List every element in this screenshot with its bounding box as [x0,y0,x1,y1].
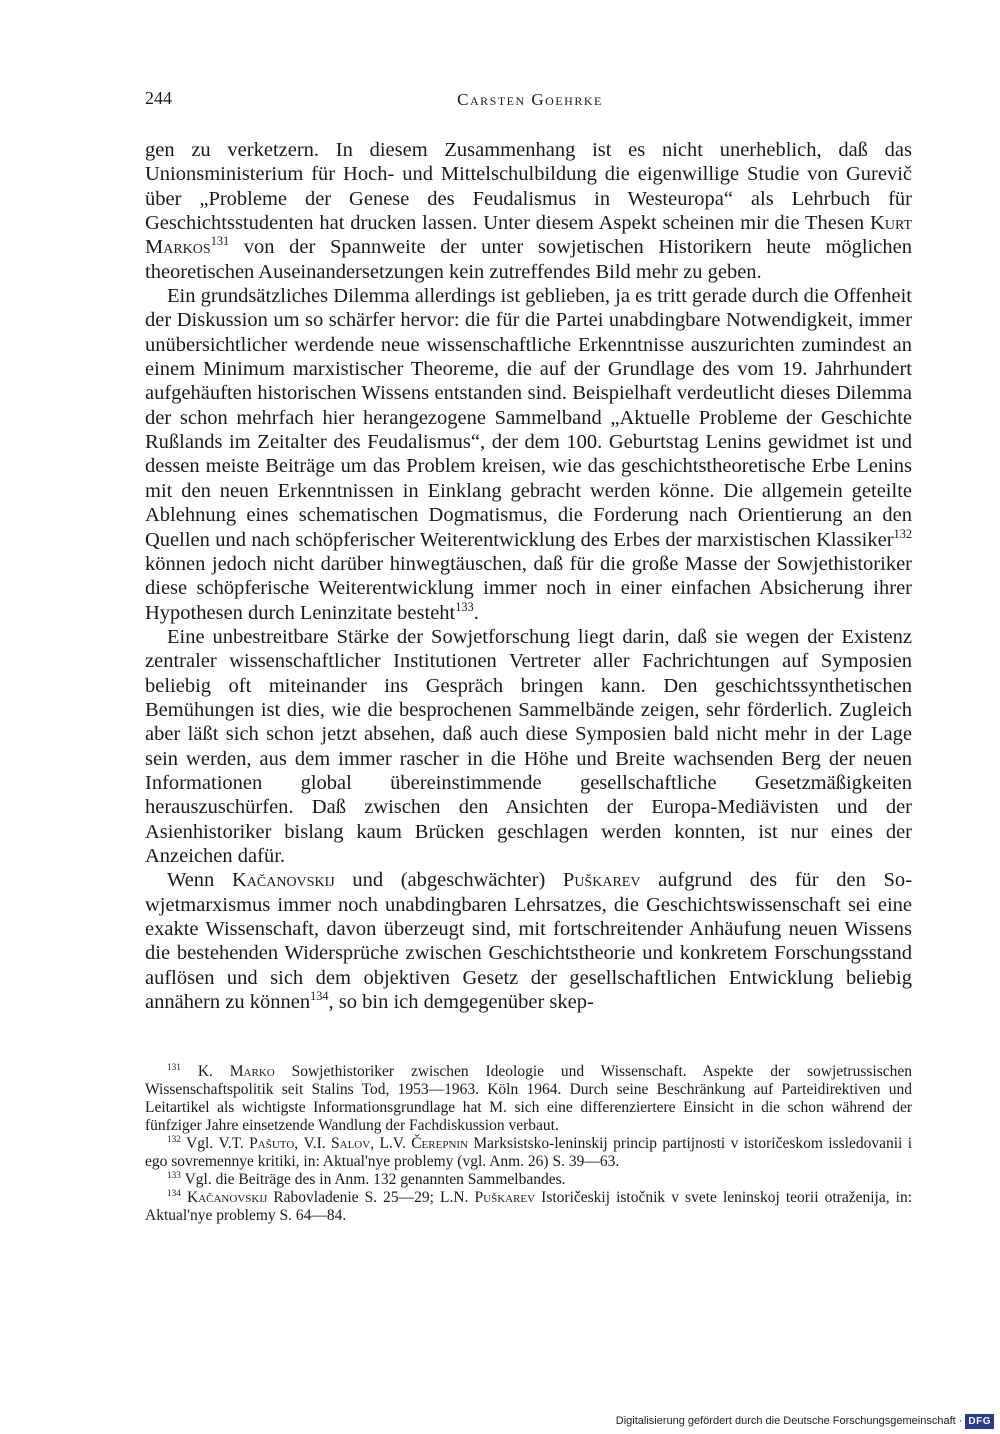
running-head: Carsten Goehrke [457,90,603,109]
footnote-134: $^{134}$ Kačanovskij Rabovladenie S. 25—29; L.N. Puškarev Istoričeskij istočnik v svete leninskoj teorii otraženija, in: Aktual'nye problemy S. 64—84. [145,1188,912,1224]
footnote-number: 131 [167,1062,181,1073]
author-name: Kačanovskij [231,869,335,892]
paragraph-1: gen zu verketzern. In diesem Zusammenhang ist es nicht unerheblich, daß das Unionsministerium für Hoch- und Mittelschulbildung die eigenwillige Studie von Gurevič über „Probleme der Genese des Feudalismus in Westeuropa“ als Lehrbuch für Geschichtsstudenten hat drucken lassen. Unter diesem Aspekt scheinen mir die Thesen Kurt Markos$^{131}$ von der Spannweite der unter sowjetischen Historikern heute möglichen theoretischen Auseinandersetzungen kein zutreffendes Bild mehr zu geben. [145,139,912,283]
footnote-ref[interactable]: 132 [893,526,912,541]
page-header [145,88,915,118]
footnotes [145,1063,912,1225]
author-name: Puškarev [562,869,641,892]
dfg-logo-icon: DFG [965,1414,994,1429]
footnote-number: 134 [167,1188,181,1199]
footnote-number: 132 [167,1134,181,1145]
author-name: Kurt Markos [145,212,912,259]
digitization-credit [616,1412,994,1430]
footnote-ref[interactable]: 133 [455,599,474,614]
footnote-133: $^{133}$ Vgl. die Beiträge des in Anm. 132 genannten Sammelbandes. [167,1170,566,1188]
paragraph-4: Wenn Kačanovskij und (abgeschwächter) Puškarev aufgrund des für den Sowjetmarxismus immer noch unabdingbaren Lehrsatzes, die Geschichtswissenschaft sei eine exakte Wissenschaft, davon überzeugt sind, mit fortschreitender Anhäufung neuen Wissens die bestehenden Widersprüche zwischen Geschichtstheorie und konkretem Forschungsstand auflösen und sich dem objektiven Gesetz der gesellschaftlichen Entwicklung beliebig annähern zu können$^{134}$, so bin ich demgegenüber skep- [145,869,913,1014]
footnote-131: $^{131}$ K. Marko Sowjethistoriker zwischen Ideologie und Wissenschaft. Aspekte der sowjetrussischen Wissenschaftspolitik seit Stalins Tod, 1953—1963. Köln 1964. Durch seine Beschränkung auf Parteidirektiven und Leitartikel als wichtigste Informationsgrundlage hat M. sich eine differenziertere Einsicht in die schon während der fünfziger Jahre einsetzende Wandlung der Fachdiskussion verbaut. [145,1062,913,1134]
paragraph-3: Eine unbestreitbare Stärke der Sowjetforschung liegt darin, daß sie wegen der Existenz zentraler wissenschaftlicher Institutionen Vertreter aller Fachrichtungen auf Symposien beliebig oft miteinander ins Gespräch bringen kann. Den geschichtssynthetischen Bemühungen ist dies, wie die besprochenen Sammelbände zeigen, sehr förderlich. Zugleich aber läßt sich schon jetzt absehen, daß auch diese Symposien bald nicht mehr in der Lage sein werden, aus dem immer rascher in die Höhe und Breite wachsenden Berg der neuen Informationen global übereinstimmende gesellschaftliche Gesetzmäßigkeiten herauszuschürfen. Daß zwischen den Ansichten der Europa-Mediävisten und der Asienhistoriker bislang kaum Brücken geschlagen werden konnten, ist nur eines der Anzeichen dafür. [145,625,912,867]
credit-text: Digitalisierung gefördert durch die Deutsche Forschungsgemeinschaft [615,1415,956,1427]
body-text [145,138,912,1014]
footnote-ref[interactable]: 134 [310,989,329,1004]
separator-dot: · [958,1415,963,1427]
paragraph-2: Ein grundsätzliches Dilemma allerdings ist geblieben, ja es tritt gerade durch die Offenheit der Diskussion um so schärfer hervor: die für die Partei unabdingbare Notwendigkeit, immer unübersichtlicher werdende neue wissenschaftliche Erkenntnisse auszurichten zumindest an einem Minimum marxistischer Theoreme, die auf der Grundlage des vom 19. Jahrhundert aufgehäuften historischen Wissens entstanden sind. Beispielhaft verdeutlicht dieses Dilemma der schon mehrfach hier herangezogene Sammelband „Aktuelle Probleme der Geschichte Rußlands im Zeitalter des Feudalismus“, der dem 100. Geburtstag Lenins gewidmet ist und dessen meiste Beiträge um das Problem kreisen, wie das geschichtstheoretische Erbe Lenins mit den neuen Erkenntnissen in Einklang gebracht werden könne. Die allgemein geteilte Ablehnung eines schematischen Dogmatismus, die Forderung nach Orientierung an den Quellen und nach schöpferischer Weiterentwicklung des Erbes der marxistischen Klassiker$^{132}$ können jedoch nicht darüber hinwegtäuschen, daß für die große Masse der Sowjethistoriker diese schöpferische Weiterentwicklung immer noch in einer einfachen Absicherung ihrer Hypothesen durch Leninzitate besteht$^{133}$. [145,285,912,624]
footnote-ref[interactable]: 131 [210,234,230,249]
footnote-number: 133 [167,1170,181,1181]
footnote-132: $^{132}$ Vgl. V.T. Pašuto, V.I. Salov, L.V. Čerepnin Marksistsko-leninskij princip partijnosti v istoričeskom issledovanii i ego sovremennye kritiki, in: Aktual'nye problemy (vgl. Anm. 26) S. 39—63. [145,1134,913,1170]
page-number: 244 [145,88,172,108]
